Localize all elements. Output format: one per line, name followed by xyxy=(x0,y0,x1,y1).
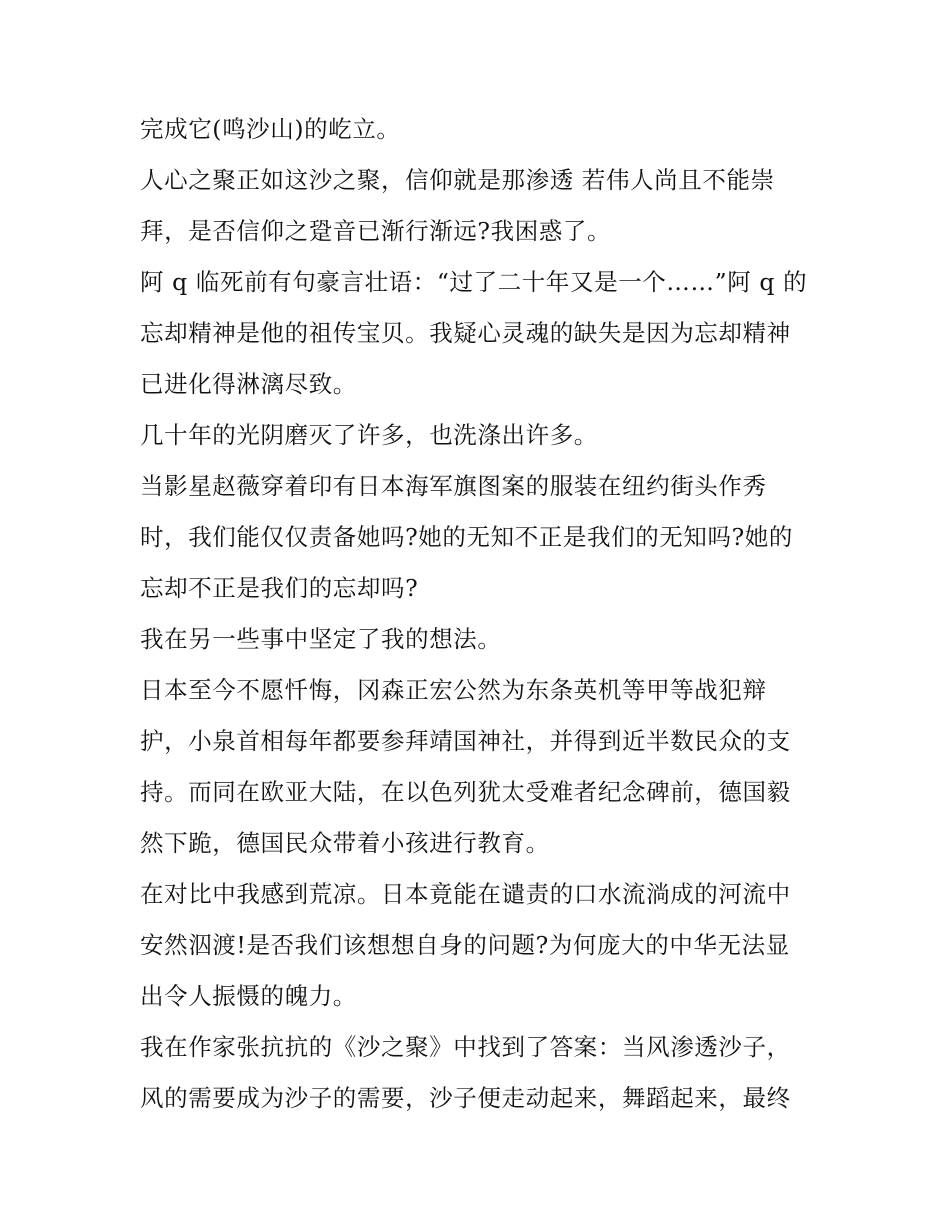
text-line: 然下跪，德国民众带着小孩进行教育。 xyxy=(140,829,550,857)
text-line: 我在另一些事中坚定了我的想法。 xyxy=(140,625,502,653)
text-line: 人心之聚正如这沙之聚，信仰就是那渗透 若伟人尚且不能崇 xyxy=(140,166,775,194)
text-line: 忘却精神是他的祖传宝贝。我疑心灵魂的缺失是因为忘却精神 xyxy=(140,319,791,347)
text-line: 忘却不正是我们的忘却吗? xyxy=(140,574,419,602)
text-line: 拜，是否信仰之跫音已渐行渐远?我困惑了。 xyxy=(140,217,612,245)
text-line: 日本至今不愿忏悔，冈森正宏公然为东条英机等甲等战犯辩 xyxy=(140,676,767,704)
text-line: 已进化得淋漓尽致。 xyxy=(140,370,357,398)
text-line: 几十年的光阴磨灭了许多，也洗涤出许多。 xyxy=(140,421,598,449)
text-line: 安然泅渡!是否我们该想想自身的问题?为何庞大的中华无法显 xyxy=(140,931,790,959)
text-line: 持。而同在欧亚大陆，在以色列犹太受难者纪念碑前，德国毅 xyxy=(140,778,791,806)
text-line: 时，我们能仅仅责备她吗?她的无知不正是我们的无知吗?她的 xyxy=(140,523,793,551)
text-line: 出令人振慑的魄力。 xyxy=(140,982,357,1010)
text-line: 当影星赵薇穿着印有日本海军旗图案的服装在纽约街头作秀 xyxy=(140,472,767,500)
text-line: 完成它(鸣沙山)的屹立。 xyxy=(140,115,401,143)
document-body xyxy=(140,108,820,1128)
text-line: 风的需要成为沙子的需要，沙子便走动起来，舞蹈起来，最终 xyxy=(140,1084,791,1112)
text-line: 阿 q 临死前有句豪言壮语：“过了二十年又是一个……”阿 q 的 xyxy=(140,268,808,296)
text-line: 护，小泉首相每年都要参拜靖国神社，并得到近半数民众的支 xyxy=(140,727,791,755)
text-line: 我在作家张抗抗的《沙之聚》中找到了答案：当风渗透沙子， xyxy=(140,1033,791,1061)
text-line: 在对比中我感到荒凉。日本竟能在谴责的口水流淌成的河流中 xyxy=(140,880,791,908)
